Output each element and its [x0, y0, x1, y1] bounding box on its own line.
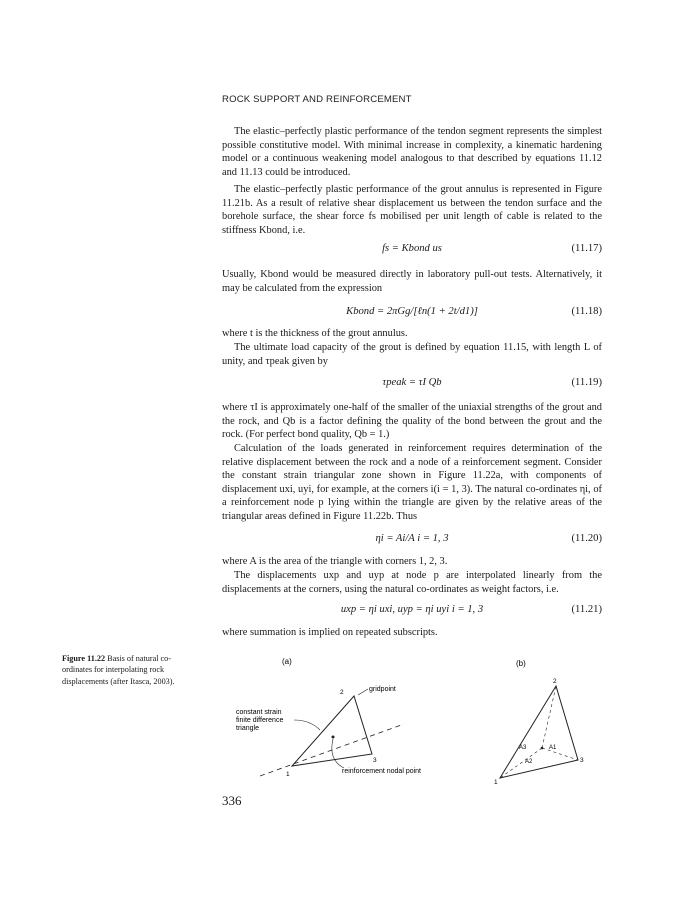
running-head: ROCK SUPPORT AND REINFORCEMENT [222, 94, 412, 105]
equation-11-20 [222, 532, 602, 546]
equation-expression: τpeak = τI Qb [382, 377, 442, 388]
equation-11-18 [222, 305, 602, 319]
paragraph-bond-quality: where τI is approximately one-half of the smaller of the uniaxial strengths of the grout and the rock, and Qb is a factor defining the quality of the bond between the grout and the rock. (For perfect bond quality, Qb = 1.) [222, 402, 602, 441]
zone-label-line3: triangle [236, 725, 259, 732]
paragraph-grout-thickness: where t is the thickness of the grout annulus. [222, 328, 408, 339]
area-a2-label: A2 [525, 759, 533, 765]
equation-number: (11.18) [571, 306, 602, 317]
paragraph-grout-annulus: The elastic–perfectly plastic performance of the grout annulus is represented in Figure 11.21b. As a result of relative shear displacement us between the tendon surface and the borehole surface, the shear force fs mobilised per unit length of cable is related to the stiffness Kbond, i.e. [222, 184, 602, 236]
equation-11-17 [222, 242, 602, 256]
constant-strain-triangle [292, 696, 372, 766]
gridpoint-leader [358, 689, 368, 695]
natural-coordinate-triangle [500, 686, 578, 778]
equation-number: (11.17) [571, 243, 602, 254]
zone-leader [294, 720, 320, 730]
panel-b-label: (b) [516, 659, 526, 668]
page-number: 336 [222, 793, 242, 808]
node-label: reinforcement nodal point [342, 768, 421, 775]
area-a1-label: A1 [549, 745, 557, 751]
paragraph-tendon-model: The elastic–perfectly plastic performance of the tendon segment represents the simplest possible constitutive model. With minimal increase in complexity, a kinematic hardening model or a continuous weakening model analogous to that described by equations 11.12 and 11.13 could be introduced. [222, 126, 602, 178]
area-a3-label: A3 [519, 745, 527, 751]
figure-caption-label: Figure 11.22 [62, 654, 106, 663]
paragraph-relative-displacement: Calculation of the loads generated in reinforcement requires determination of the relative displacement between the rock and a node of a reinforcement segment. Consider the constant strain triangular zone shown in Figure 11.22a, with components of displacement uxi, uyi, for example, at the corners i(i = 1, 3). The natural co-ordinates ηi, of a reinforcement node p lying within the triangle are given by the relative areas of the triangular areas defined in Figure 11.22b. Thus [222, 443, 602, 522]
node-p-point [541, 747, 544, 750]
paragraph-kbond-measurement: Usually, Kbond would be measured directly in laboratory pull-out tests. Alternatively, it may be calculated from the expression [222, 269, 602, 294]
panel-b [494, 659, 584, 786]
vertex-3-label: 3 [580, 757, 584, 764]
subdivision-line-2 [542, 686, 556, 748]
reinforcement-node-point [332, 736, 335, 739]
figure-caption-text: Basis of natural co-ordinates for interpolating rock displacements (after Itasca, 2003). [62, 654, 175, 686]
equation-11-21 [222, 603, 602, 617]
vertex-1-label: 1 [494, 779, 498, 786]
figure-caption [62, 653, 194, 687]
equation-expression: ηi = Ai/A i = 1, 3 [375, 533, 449, 544]
equation-number: (11.20) [571, 533, 602, 544]
node-leader [332, 739, 344, 768]
paragraph-ultimate-load: The ultimate load capacity of the grout is defined by equation 11.15, with length L of unity, and τpeak given by [222, 342, 602, 367]
equation-expression: fs = Kbond us [382, 243, 442, 254]
vertex-2-label: 2 [553, 678, 557, 685]
equation-number: (11.19) [571, 377, 602, 388]
subdivision-line-3 [542, 748, 578, 760]
vertex-3-label: 3 [373, 757, 377, 764]
panel-a-label: (a) [282, 657, 292, 666]
equation-number: (11.21) [571, 604, 602, 615]
equation-11-19 [222, 376, 602, 390]
paragraph-summation: where summation is implied on repeated subscripts. [222, 627, 438, 638]
paragraph-interpolation: The displacements uxp and uyp at node p are interpolated linearly from the displacements at the corners, using the natural co-ordinates as weight factors, i.e. [222, 570, 602, 595]
zone-label-line1: constant strain [236, 709, 282, 716]
gridpoint-label: gridpoint [369, 686, 396, 693]
zone-label-line2: finite difference [236, 717, 284, 724]
vertex-2-label: 2 [340, 689, 344, 696]
figure-11-22 [222, 650, 602, 790]
equation-expression: Kbond = 2πGg/[ℓn(1 + 2t/d1)] [346, 306, 478, 317]
panel-a [236, 657, 421, 778]
paragraph-triangle-area: where A is the area of the triangle with corners 1, 2, 3. [222, 556, 448, 567]
vertex-1-label: 1 [286, 771, 290, 778]
equation-expression: uxp = ηi uxi, uyp = ηi uyi i = 1, 3 [340, 604, 484, 615]
